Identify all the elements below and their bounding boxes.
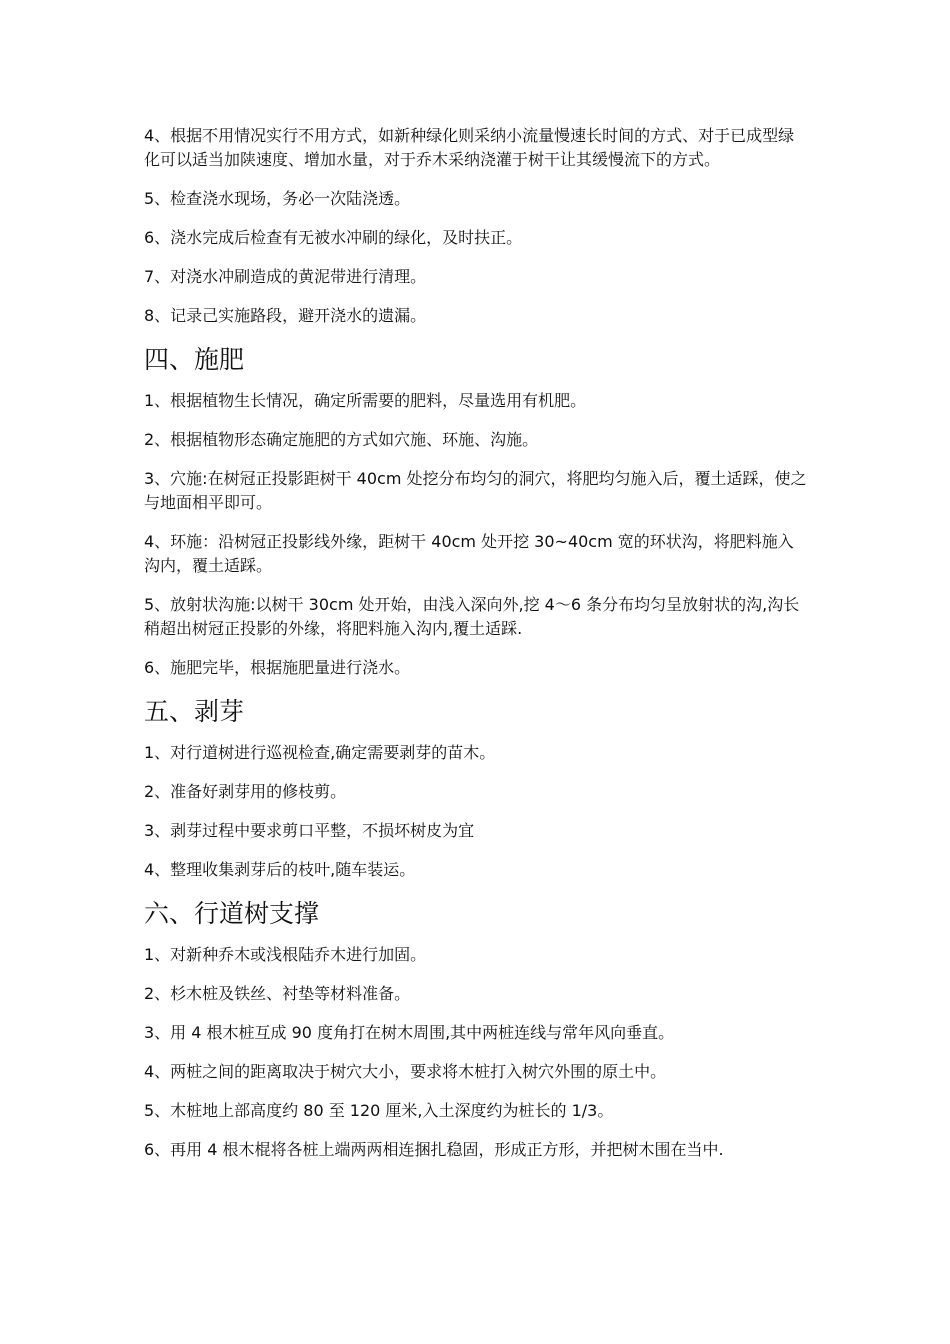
section-bud-removal (144, 695, 809, 882)
list-item: 2、准备好剥芽用的修枝剪。 (144, 782, 347, 801)
list-item: 3、穴施:在树冠正投影距树干 40cm 处挖分布均匀的洞穴，将肥均匀施入后，覆土适踩，使之与地面相平即可。 (144, 469, 807, 512)
list-item: 7、对浇水冲刷造成的黄泥带进行清理。 (144, 267, 427, 286)
section-heading: 五、剥芽 (144, 697, 245, 726)
list-item: 2、根据植物形态确定施肥的方式如穴施、环施、沟施。 (144, 430, 539, 449)
intro-list (144, 124, 809, 328)
section-heading: 四、施肥 (144, 345, 245, 374)
list-item: 6、再用 4 根木棍将各桩上端两两相连捆扎稳固，形成正方形，并把树木围在当中. (144, 1140, 724, 1159)
list-item: 8、记录己实施路段，避开浇水的遗漏。 (144, 306, 427, 325)
list-item: 1、对行道树进行巡视检查,确定需要剥芽的苗木。 (144, 743, 496, 762)
list-item: 2、杉木桩及铁丝、衬垫等材料准备。 (144, 984, 411, 1003)
list-item: 6、施肥完毕，根据施肥量进行浇水。 (144, 658, 411, 677)
list-item: 5、检查浇水现场，务必一次陆浇透。 (144, 189, 411, 208)
list-item: 4、根据不用情况实行不用方式，如新种绿化则采纳小流量慢速长时间的方式、对于已成型绿化可以适当加陕速度、增加水量，对于乔木采纳浇灌于树干让其缓慢流下的方式。 (144, 126, 795, 169)
section-fertilizing (144, 343, 809, 680)
list-item: 6、浇水完成后检查有无被水冲刷的绿化，及时扶正。 (144, 228, 523, 247)
section-heading: 六、行道树支撑 (144, 899, 320, 928)
list-item: 4、环施：沿树冠正投影线外缘，距树干 40cm 处开挖 30~40cm 宽的环状沟，将肥料施入沟内，覆土适踩。 (144, 532, 794, 575)
section-tree-support (144, 897, 809, 1162)
document-page (144, 124, 809, 1177)
list-item: 4、两桩之间的距离取决于树穴大小，要求将木桩打入树穴外围的原土中。 (144, 1062, 667, 1081)
list-item: 1、根据植物生长情况，确定所需要的肥料，尽量选用有机肥。 (144, 391, 587, 410)
list-item: 4、整理收集剥芽后的枝叶,随车装运。 (144, 860, 416, 879)
list-item: 3、用 4 根木桩互成 90 度角打在树木周围,其中两桩连线与常年风向垂直。 (144, 1023, 675, 1042)
list-item: 5、放射状沟施:以树干 30cm 处开始，由浅入深向外,挖 4～6 条分布均匀呈放射状的沟,沟长稍超出树冠正投影的外缘，将肥料施入沟内,覆土适踩. (144, 595, 800, 638)
list-item: 1、对新种乔木或浅根陆乔木进行加固。 (144, 945, 427, 964)
list-item: 3、剥芽过程中要求剪口平整，不损坏树皮为宜 (144, 821, 475, 840)
list-item: 5、木桩地上部高度约 80 至 120 厘米,入土深度约为桩长的 1/3。 (144, 1101, 614, 1120)
